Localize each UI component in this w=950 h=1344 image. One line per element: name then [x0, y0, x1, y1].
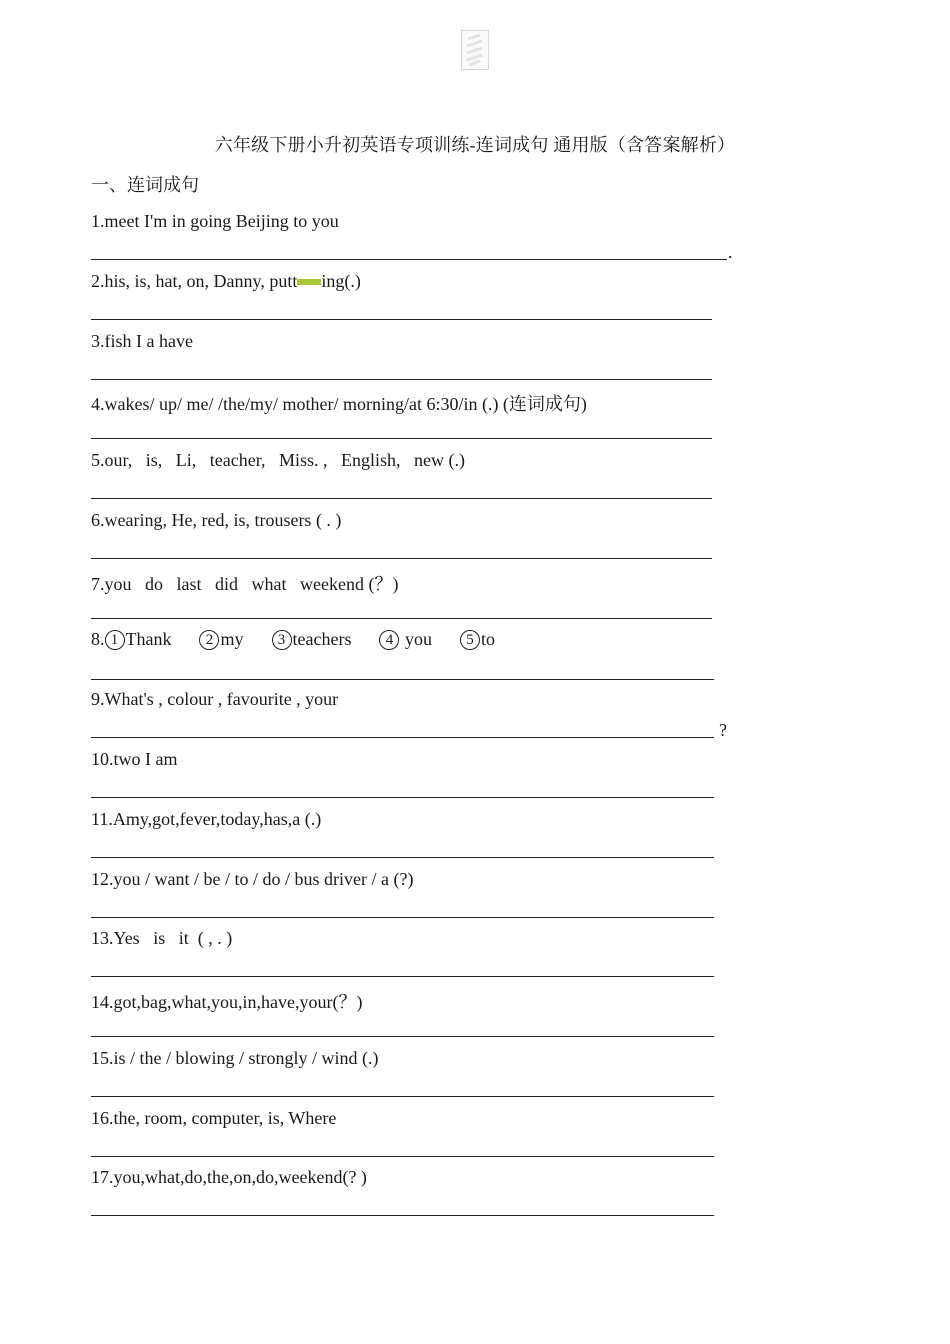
section-heading: 一、连词成句 — [91, 175, 199, 195]
answer-line-2 — [91, 319, 712, 320]
document-title: 六年级下册小升初英语专项训练-连词成句 通用版（含答案解析） — [214, 135, 736, 155]
word-3: teachers — [292, 629, 352, 649]
answer-line-14 — [91, 1036, 714, 1037]
question-3: 3.fish I a have — [91, 331, 193, 351]
answer-line-9-question-mark: ? — [719, 720, 727, 740]
answer-line-8 — [91, 679, 714, 680]
answer-line-1-period: . — [728, 242, 733, 262]
answer-line-10 — [91, 797, 714, 798]
question-15: 15.is / the / blowing / strongly / wind (.) — [91, 1048, 379, 1068]
highlight-mark — [297, 279, 321, 285]
circled-number-5: 5 — [460, 630, 480, 650]
question-6: 6.wearing, He, red, is, trousers ( . ) — [91, 510, 342, 530]
word-4: you — [400, 629, 432, 649]
answer-line-9 — [91, 737, 714, 738]
question-8: 8. 1 Thank 2 my 3 teachers 4 you 5 to — [91, 629, 495, 649]
circled-number-1: 1 — [105, 630, 125, 650]
question-7: 7.you do last did what weekend (？) — [91, 574, 399, 594]
question-4: 4.wakes/ up/ me/ /the/my/ mother/ morning/at 6:30/in (.) (连词成句) — [91, 394, 587, 414]
answer-line-1 — [91, 259, 727, 260]
question-11: 11.Amy,got,fever,today,has,a (.) — [91, 809, 322, 829]
question-2: 2.his, is, hat, on, Danny, putt ing(.) — [91, 271, 361, 291]
answer-line-15 — [91, 1096, 714, 1097]
question-13: 13.Yes is it ( , . ) — [91, 928, 233, 948]
answer-line-5 — [91, 498, 712, 499]
word-2: my — [220, 629, 244, 649]
answer-line-6 — [91, 558, 712, 559]
answer-line-12 — [91, 917, 714, 918]
question-5: 5.our, is, Li, teacher, Miss. , English, new (.) — [91, 450, 466, 470]
answer-line-4 — [91, 438, 712, 439]
question-12: 12.you / want / be / to / do / bus driver / a (?) — [91, 869, 414, 889]
word-1: Thank — [125, 629, 172, 649]
circled-number-4: 4 — [379, 630, 399, 650]
answer-line-7 — [91, 618, 712, 619]
question-9: 9.What's , colour , favourite , your — [91, 689, 339, 709]
question-14: 14.got,bag,what,you,in,have,your(？) — [91, 992, 363, 1012]
answer-line-13 — [91, 976, 714, 977]
answer-line-16 — [91, 1156, 714, 1157]
word-5: to — [480, 629, 495, 649]
answer-line-17 — [91, 1215, 714, 1216]
circled-number-2: 2 — [199, 630, 219, 650]
question-1: 1.meet I'm in going Beijing to you — [91, 211, 339, 231]
answer-line-11 — [91, 857, 714, 858]
question-16: 16.the, room, computer, is, Where — [91, 1108, 337, 1128]
document-logo — [461, 30, 489, 70]
circled-number-3: 3 — [272, 630, 292, 650]
question-10: 10.two I am — [91, 749, 178, 769]
answer-line-3 — [91, 379, 712, 380]
question-17: 17.you,what,do,the,on,do,weekend(? ) — [91, 1167, 367, 1187]
